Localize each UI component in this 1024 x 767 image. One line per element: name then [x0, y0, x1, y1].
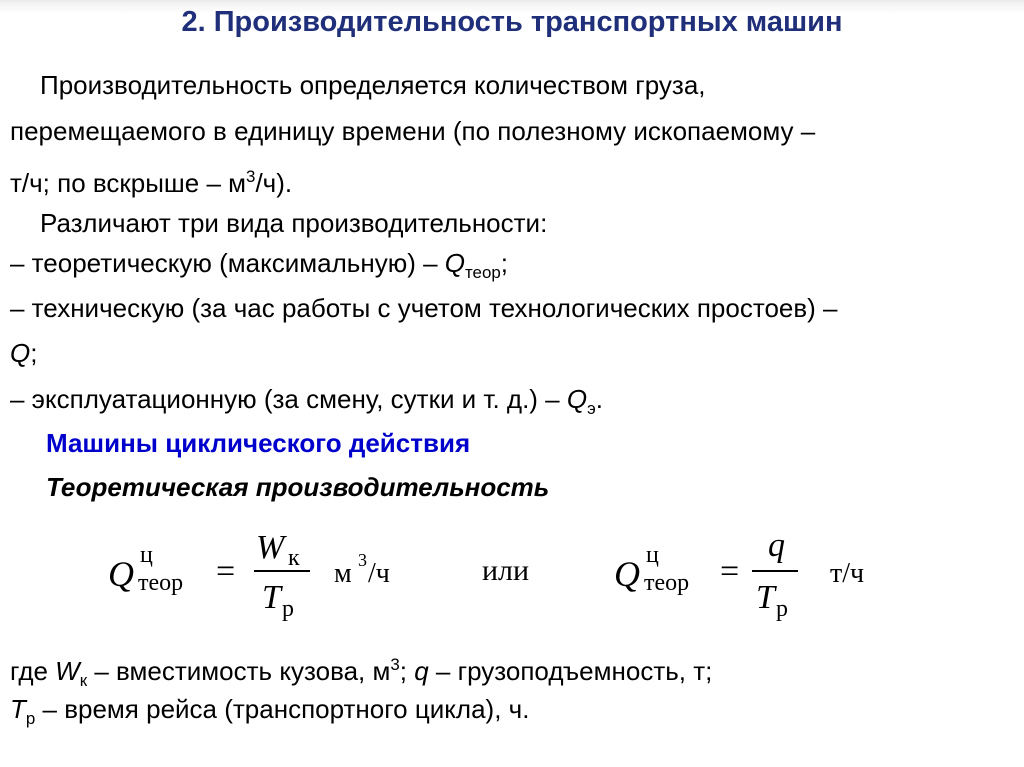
text: ; — [30, 338, 38, 368]
list-item — [10, 293, 838, 323]
formula-equals: = — [720, 553, 740, 590]
formula-q: Q — [108, 554, 134, 594]
list-item — [10, 384, 603, 424]
text: – время рейса (транспортного цикла), ч. — [35, 694, 530, 724]
text: – теоретическую (максимальную) – — [10, 248, 445, 278]
formula-unit: т/ч — [830, 558, 865, 589]
paragraph-line — [10, 116, 815, 146]
symbol-q: Q — [444, 248, 465, 278]
symbol-q: Q — [566, 384, 588, 414]
text: перемещаемого в единицу времени (по полезному ископаемому – — [10, 116, 816, 146]
section-heading: Машины циклического действия — [46, 428, 471, 458]
subscript: э — [587, 399, 596, 418]
text: – техническую (за час работы с учетом технологических простоев) – — [10, 293, 838, 323]
formula-sup: ц — [646, 542, 659, 568]
symbol-w: W — [55, 656, 80, 686]
formula-or: или — [482, 554, 530, 587]
formula-unit: /ч — [368, 558, 390, 589]
paragraph-line — [40, 70, 706, 100]
formula-sub: теор — [138, 570, 184, 596]
formula-sup: ц — [140, 542, 153, 568]
symbol-q: q — [414, 656, 429, 686]
formula-sub: р — [776, 596, 788, 622]
list-item — [10, 248, 508, 288]
text: – эксплуатационную (за смену, сутки и т. д.) – — [10, 384, 567, 414]
subscript: теор — [465, 263, 501, 282]
formula-numerator: W — [256, 529, 285, 566]
definition-line — [10, 650, 712, 696]
text: – вместимость кузова, м — [87, 656, 391, 686]
text: /ч). — [255, 168, 293, 198]
formula-unit: м — [334, 558, 352, 589]
text: – грузоподъемность, т; — [428, 656, 713, 686]
subscript: р — [25, 709, 36, 728]
subsection-heading: Теоретическая производительность — [46, 472, 550, 502]
formula-equals: = — [216, 553, 236, 590]
definition-line — [10, 694, 529, 734]
formula-denominator: T — [262, 579, 281, 616]
text: Производительность определяется количеством груза, — [40, 70, 706, 100]
text: . — [595, 384, 603, 414]
superscript: 3 — [246, 167, 256, 186]
formula-sub: к — [288, 545, 300, 571]
list-item-continuation — [10, 338, 37, 368]
superscript: 3 — [390, 655, 400, 674]
symbol-t: T — [10, 694, 26, 724]
text: ; — [399, 656, 415, 686]
formula-denominator: T — [756, 579, 775, 616]
paragraph-line — [10, 162, 292, 198]
text: где — [10, 656, 56, 686]
symbol-q: Q — [10, 338, 31, 368]
paragraph-line — [40, 208, 547, 238]
formula-unit-sup: 3 — [358, 550, 367, 570]
slide-title: 2. Производительность транспортных машин — [181, 6, 843, 38]
formula-numerator: q — [768, 527, 785, 564]
text: Различают три вида производительности: — [40, 208, 548, 238]
subscript: к — [79, 671, 88, 690]
text: ; — [500, 248, 508, 278]
formula-sub: р — [282, 596, 294, 622]
text: т/ч; по вскрыше – м — [10, 168, 247, 198]
formula-q: Q — [614, 554, 640, 594]
formula — [0, 520, 1024, 630]
formula-sub: теор — [644, 570, 690, 596]
